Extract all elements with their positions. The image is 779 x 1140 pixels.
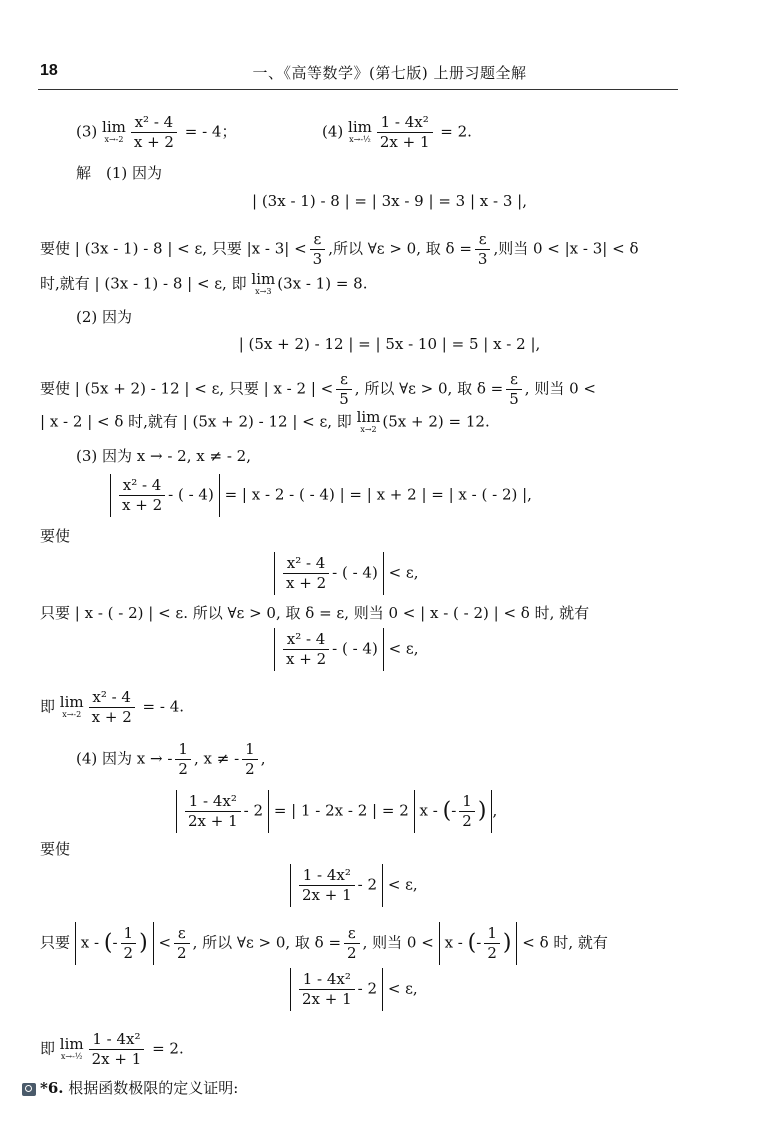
inequality-4a: $\frac{\text{1 - 4x²}}{2x + 1}$ - 2 < ε, bbox=[290, 864, 418, 907]
solution-4-conclusion: 即 lim x→-½ $\frac{\text{1 - 4x²}}{2x + 1}$ = 2. bbox=[40, 1030, 184, 1068]
inequality-4b: $\frac{\text{1 - 4x²}}{2x + 1}$ - 2 < ε, bbox=[290, 968, 418, 1011]
exercise-6-heading: *6. 根据函数极限的定义证明: bbox=[22, 1077, 238, 1099]
solution-4-yaoshi: 要使 bbox=[40, 840, 71, 858]
inequality-3b: $\frac{\text{x² - 4}}{x + 2}$ - ( - 4) < ε, bbox=[274, 628, 418, 671]
equation-3: $\frac{\text{x² - 4}}{x + 2}$ - ( - 4) = | x - 2 - ( - 4) | = | x + 2 | = | x - ( - 2) |, bbox=[110, 474, 532, 517]
exercise-3-statement: (3) lim x→-2 $\frac{\text{x² - 4}}{x + 2}$ = - 4； bbox=[76, 113, 237, 151]
solution-3-conclusion: 即 lim x→-2 $\frac{\text{x² - 4}}{x + 2}$ = - 4. bbox=[40, 688, 184, 726]
solution-4-intro: (4) 因为 x → - $\frac{1}{2}$ , x ≠ - $\frac{1}{2}$ , bbox=[76, 740, 266, 778]
solution-2-line: 要使 | (5x + 2) - 12 | < ε, 只要 | x - 2 | < $\frac{\varepsilon}{5}$ , 所以 ∀ε > 0, 取 δ = $\frac{\varepsilon}{5}$ , 则当 0 < bbox=[40, 370, 596, 408]
solution-3-line: 只要 | x - ( - 2) | < ε. 所以 ∀ε > 0, 取 δ = ε, 则当 0 < | x - ( - 2) | < δ 时, 就有 bbox=[40, 604, 590, 622]
inequality-3a: $\frac{\text{x² - 4}}{x + 2}$ - ( - 4) < ε, bbox=[274, 552, 418, 595]
solution-4-line: 只要 x - (- $\frac{1}{2}$ ) < $\frac{\varepsilon}{2}$ , 所以 ∀ε > 0, 取 δ = $\frac{\varepsilon}{2}$ , 则当 0 < x - (- $\frac{1}{2}$ ) < δ 时, 就有 bbox=[40, 922, 608, 965]
header-rule bbox=[38, 89, 678, 90]
equation-4: $\frac{\text{1 - 4x²}}{2x + 1}$ - 2 = | 1 - 2x - 2 | = 2 x - (- $\frac{1}{2}$ ) , bbox=[176, 790, 497, 833]
exercise-4-statement: (4) lim x→-½ $\frac{\text{1 - 4x²}}{2x + 1}$ = 2. bbox=[322, 113, 472, 151]
solution-3-intro: (3) 因为 x → - 2, x ≠ - 2, bbox=[76, 447, 251, 465]
solution-3-yaoshi: 要使 bbox=[40, 527, 71, 545]
equation-1: | (3x - 1) - 8 | = | 3x - 9 | = 3 | x - 3 |, bbox=[252, 192, 527, 210]
solution-1-line: 要使 | (3x - 1) - 8 | < ε, 只要 |x - 3| < $\frac{\varepsilon}{3}$ ,所以 ∀ε > 0, 取 δ = $\frac{\varepsilon}{3}$ ,则当 0 < |x - 3| < δ bbox=[40, 230, 639, 268]
running-header-title: 一、《高等数学》(第七版) 上册习题全解 bbox=[252, 64, 527, 82]
equation-2: | (5x + 2) - 12 | = | 5x - 10 | = 5 | x - 2 |, bbox=[238, 335, 541, 353]
solution-2-intro: (2) 因为 bbox=[76, 308, 133, 326]
magnifier-icon bbox=[22, 1083, 36, 1096]
solution-2-conclusion: | x - 2 | < δ 时,就有 | (5x + 2) - 12 | < ε, 即 lim x→2 (5x + 2) = 12. bbox=[40, 408, 490, 434]
page-number: 18 bbox=[40, 62, 58, 79]
solution-1-conclusion: 时,就有 | (3x - 1) - 8 | < ε, 即 lim x→3 (3x - 1) = 8. bbox=[40, 270, 368, 296]
solution-1-intro: 解 (1) 因为 bbox=[76, 164, 163, 182]
